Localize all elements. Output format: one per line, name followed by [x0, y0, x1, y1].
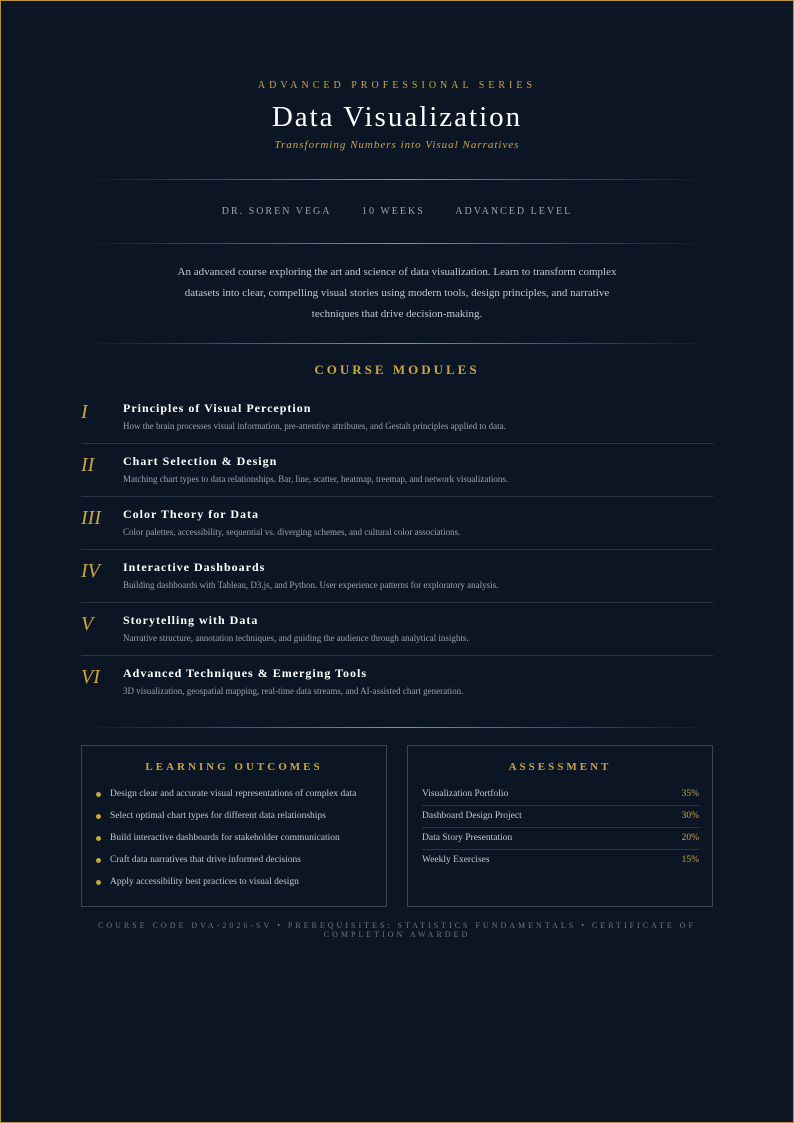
module-title: Principles of Visual Perception: [123, 401, 312, 415]
assessment-name: Weekly Exercises: [422, 855, 490, 865]
module-numeral: V: [81, 613, 94, 635]
assessment-name: Visualization Portfolio: [422, 789, 509, 799]
instructor-name: DR. SOREN VEGA: [221, 206, 332, 217]
learning-outcomes-panel: [81, 745, 387, 907]
assessment-name: Data Story Presentation: [422, 833, 513, 843]
module-title: Color Theory for Data: [123, 507, 259, 521]
module-numeral: VI: [81, 666, 100, 688]
divider: [81, 727, 713, 728]
assessment-row: [422, 850, 699, 871]
series-label: ADVANCED PROFESSIONAL SERIES: [257, 80, 537, 91]
assessment-heading: ASSESSMENT: [508, 761, 612, 773]
page-subtitle: Transforming Numbers into Visual Narratives: [274, 139, 520, 151]
module-title: Storytelling with Data: [123, 613, 259, 627]
outcome-item: [96, 830, 376, 852]
assessment-panel: [407, 745, 713, 907]
outcome-text: Build interactive dashboards for stakeholder communication: [110, 833, 340, 843]
module-title: Advanced Techniques & Emerging Tools: [123, 666, 368, 680]
outcome-item: [96, 852, 376, 874]
module-numeral: IV: [81, 560, 100, 582]
bullet-icon: [96, 836, 101, 841]
assessment-weight: 20%: [681, 833, 699, 843]
course-duration: 10 WEEKS: [362, 206, 425, 217]
module-title: Interactive Dashboards: [123, 560, 266, 574]
outcomes-list: [96, 786, 376, 896]
outcome-text: Craft data narratives that drive informed decisions: [110, 855, 301, 865]
assessment-weight: 15%: [681, 855, 699, 865]
bullet-icon: [96, 880, 101, 885]
assessment-list: [422, 784, 699, 871]
outcome-item: [96, 808, 376, 830]
outcomes-heading: LEARNING OUTCOMES: [145, 761, 323, 773]
module-numeral: II: [81, 454, 95, 476]
module-list: [81, 391, 713, 708]
module-numeral: I: [81, 401, 88, 423]
outcome-item: [96, 874, 376, 896]
module-description: Narrative structure, annotation techniques, and guiding the audience through analytical insights.: [123, 633, 469, 643]
assessment-name: Dashboard Design Project: [422, 811, 522, 821]
module-item: [81, 603, 713, 656]
module-item: [81, 550, 713, 603]
outcome-item: [96, 786, 376, 808]
page-title: Data Visualization: [271, 101, 523, 133]
assessment-row: [422, 806, 699, 828]
course-description: An advanced course exploring the art and science of data visualization. Learn to transform complex datasets into clear, compelling visual stories using modern tools, design principles, and narrative techniques that drive decision-making.: [177, 266, 617, 320]
bullet-icon: [96, 814, 101, 819]
module-description: 3D visualization, geospatial mapping, real-time data streams, and AI-assisted chart generation.: [123, 686, 464, 696]
assessment-weight: 30%: [681, 811, 699, 821]
assessment-weight: 35%: [681, 789, 699, 799]
module-description: Building dashboards with Tableau, D3.js, and Python. User experience patterns for exploratory analysis.: [123, 580, 499, 590]
module-item: [81, 656, 713, 708]
outcome-text: Apply accessibility best practices to visual design: [110, 877, 299, 887]
assessment-row: [422, 828, 699, 850]
course-meta: [1, 206, 793, 217]
module-item: [81, 497, 713, 550]
bullet-icon: [96, 792, 101, 797]
course-level: ADVANCED LEVEL: [455, 206, 573, 217]
modules-heading: COURSE MODULES: [314, 362, 480, 377]
outcome-text: Design clear and accurate visual representations of complex data: [110, 789, 357, 799]
module-numeral: III: [81, 507, 101, 529]
module-description: How the brain processes visual information, pre-attentive attributes, and Gestalt principles applied to data.: [123, 421, 506, 431]
module-description: Color palettes, accessibility, sequential vs. diverging schemes, and cultural color associations.: [123, 527, 461, 537]
outcome-text: Select optimal chart types for different data relationships: [110, 811, 326, 821]
divider: [81, 343, 713, 344]
footer-note: COURSE CODE DVA-2026-SV • PREREQUISITES: STATISTICS FUNDAMENTALS • CERTIFICATE OF COMPLETION AWARDED: [98, 921, 696, 939]
assessment-row: [422, 784, 699, 806]
module-description: Matching chart types to data relationships. Bar, line, scatter, heatmap, treemap, and network visualizations.: [123, 474, 509, 484]
divider: [81, 243, 713, 244]
module-item: [81, 444, 713, 497]
bullet-icon: [96, 858, 101, 863]
divider: [81, 179, 713, 180]
module-item: [81, 391, 713, 444]
module-title: Chart Selection & Design: [123, 454, 278, 468]
